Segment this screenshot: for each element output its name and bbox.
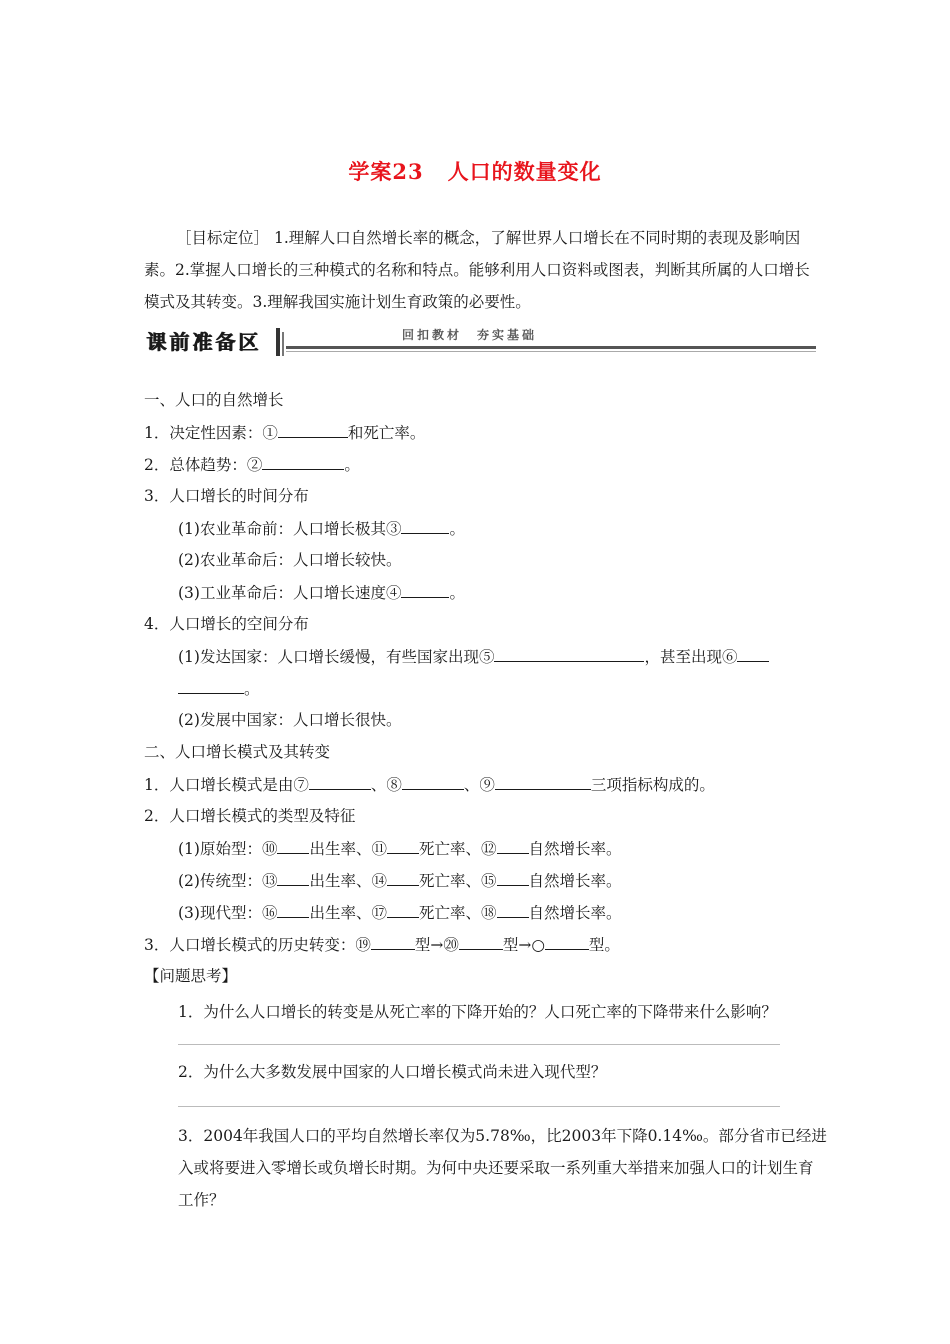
item-text: (3)现代型：⑯ [178, 904, 278, 922]
item-1-3-1 [178, 518, 465, 539]
item-2-2: 2．人口增长模式的类型及特征 [144, 807, 356, 825]
fill-blank-9[interactable] [495, 774, 591, 790]
item-2-3 [144, 934, 620, 955]
item-1-3-2: (2)农业革命后：人口增长较快。 [178, 551, 402, 569]
fill-blank-14[interactable] [387, 870, 419, 886]
banner-subtitle: 回扣教材 夯实基础 [402, 328, 538, 342]
item-text: 、⑨ [463, 776, 495, 794]
item-text: (3)工业革命后：人口增长速度④ [178, 584, 402, 602]
item-1-1 [144, 422, 425, 443]
item-1-4-1-cont [178, 678, 260, 699]
item-text: 三项指标构成的。 [590, 776, 715, 794]
fill-blank-12[interactable] [497, 838, 529, 854]
fill-blank-8[interactable] [402, 774, 464, 790]
question-1: 1．为什么人口增长的转变是从死亡率的下降开始的？人口死亡率的下降带来什么影响？ [178, 1003, 777, 1021]
item-text: 型。 [588, 936, 620, 954]
banner-label: 课前准备区 [146, 330, 261, 354]
item-text: 死亡率、⑫ [418, 840, 497, 858]
item-1-4: 4．人口增长的空间分布 [144, 615, 309, 633]
section-heading-1: 一、人口的自然增长 [144, 391, 284, 409]
banner-rule [286, 346, 816, 349]
item-text: 。 [449, 520, 465, 538]
item-2-1 [144, 774, 715, 795]
page-title [0, 156, 950, 186]
banner-bar-thin [282, 332, 284, 356]
case-number: 学案23 [348, 159, 424, 184]
answer-line-2[interactable] [178, 1106, 780, 1107]
answer-line-1[interactable] [178, 1044, 780, 1045]
item-text: (1)农业革命前：人口增长极其③ [178, 520, 402, 538]
fill-blank-2[interactable] [262, 454, 344, 470]
fill-blank-15[interactable] [497, 870, 529, 886]
item-text: 。 [344, 456, 360, 474]
item-2-2-2 [178, 870, 622, 891]
goals-label: ［目标定位］ [176, 229, 270, 247]
item-text: 死亡率、⑮ [418, 872, 497, 890]
item-text: 自然增长率。 [528, 904, 622, 922]
item-text: 出生率、⑰ [309, 904, 387, 922]
item-text: 2．总体趋势：② [144, 456, 263, 474]
item-text: 3．人口增长模式的历史转变：⑲ [144, 936, 371, 954]
item-text: 。 [449, 584, 465, 602]
fill-blank-21[interactable] [545, 934, 589, 950]
item-1-3: 3．人口增长的时间分布 [144, 487, 309, 505]
item-text: 、⑧ [370, 776, 402, 794]
topic-title: 人口的数量变化 [447, 159, 602, 184]
banner-bar [276, 328, 280, 356]
fill-blank-4[interactable] [401, 582, 449, 598]
fill-blank-19[interactable] [371, 934, 415, 950]
item-text: 型→○ [502, 936, 545, 954]
item-text: 自然增长率。 [528, 840, 622, 858]
item-text: 自然增长率。 [528, 872, 622, 890]
question-2: 2．为什么大多数发展中国家的人口增长模式尚未进入现代型？ [178, 1063, 607, 1081]
questions-heading: 【问题思考】 [144, 967, 238, 985]
item-text: (1)原始型：⑩ [178, 840, 278, 858]
item-text: (2)传统型：⑬ [178, 872, 278, 890]
section-heading-2: 二、人口增长模式及其转变 [144, 743, 331, 761]
fill-blank-1[interactable] [278, 422, 348, 438]
item-text: 型→⑳ [414, 936, 459, 954]
fill-blank-11[interactable] [387, 838, 419, 854]
item-2-2-1 [178, 838, 622, 859]
banner-rule-thin [286, 351, 816, 352]
item-2-2-3 [178, 902, 622, 923]
item-1-4-1 [178, 646, 769, 667]
fill-blank-5[interactable] [494, 646, 644, 662]
fill-blank-6-cont[interactable] [178, 678, 244, 694]
fill-blank-16[interactable] [277, 902, 309, 918]
item-text: 死亡率、⑱ [418, 904, 497, 922]
fill-blank-10[interactable] [277, 838, 309, 854]
fill-blank-7[interactable] [309, 774, 371, 790]
item-text: 出生率、⑭ [309, 872, 387, 890]
goals-text: 1.理解人口自然增长率的概念，了解世界人口增长在不同时期的表现及影响因素。2.掌握人口增长的三种模式的名称和特点。能够利用人口资料或图表，判断其所属的人口增长模式及其转变。3.理解我国实施计划生育政策的必要性。 [144, 229, 810, 311]
learning-goals [144, 222, 824, 318]
item-1-2 [144, 454, 360, 475]
fill-blank-18[interactable] [497, 902, 529, 918]
fill-blank-3[interactable] [401, 518, 449, 534]
question-3: 3．2004年我国人口的平均自然增长率仅为5.78‰，比2003年下降0.14‰。部分省市已经进入或将要进入零增长或负增长时期。为何中央还要采取一系列重大举措来加强人口的计划生育工作？ [178, 1127, 827, 1209]
item-1-3-3 [178, 582, 465, 603]
item-text: 。 [244, 680, 260, 698]
item-text: 出生率、⑪ [309, 840, 387, 858]
fill-blank-17[interactable] [387, 902, 419, 918]
item-text: 1．决定性因素：① [144, 424, 278, 442]
fill-blank-20[interactable] [459, 934, 503, 950]
item-text: 1．人口增长模式是由⑦ [144, 776, 309, 794]
fill-blank-13[interactable] [277, 870, 309, 886]
item-text: (1)发达国家：人口增长缓慢，有些国家出现⑤ [178, 648, 495, 666]
fill-blank-6[interactable] [737, 646, 769, 662]
item-1-4-2: (2)发展中国家：人口增长很快。 [178, 711, 402, 729]
section-banner [144, 324, 816, 358]
item-text: ，甚至出现⑥ [644, 648, 738, 666]
item-text: 和死亡率。 [347, 424, 426, 442]
